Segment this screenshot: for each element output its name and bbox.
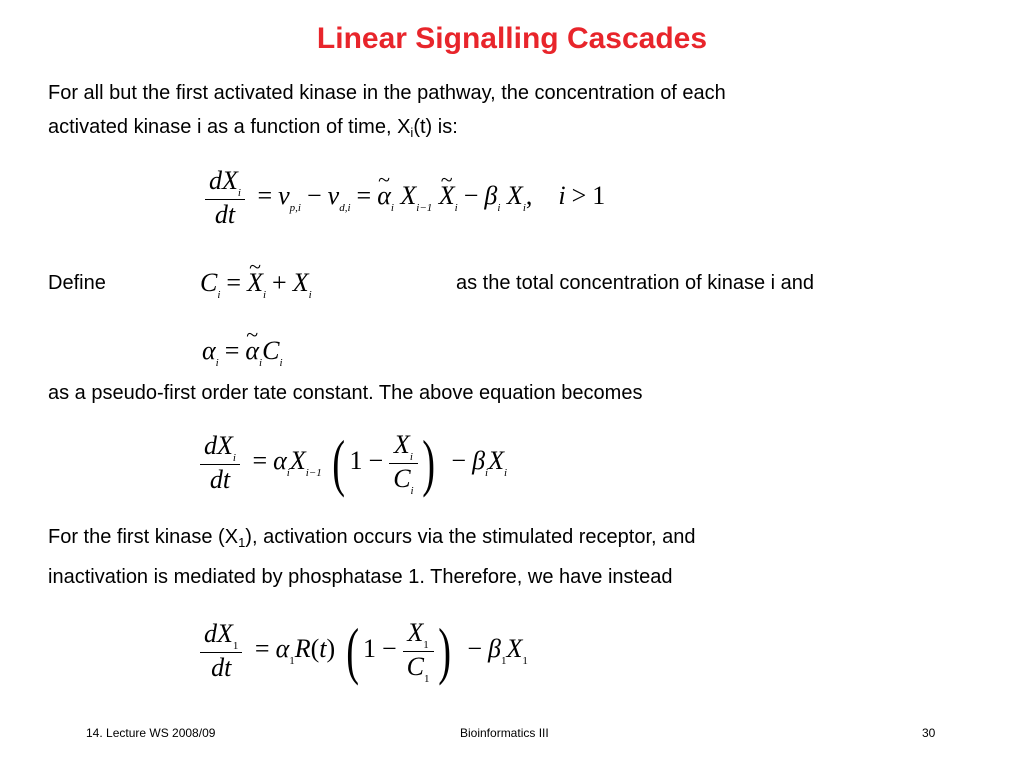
footer-lecture: 14. Lecture WS 2008/09 — [86, 726, 216, 740]
pseudo-first-order-text: as a pseudo-first order tate constant. The above equation becomes — [48, 382, 643, 404]
equation-first-kinase: $\frac{dX_1}{dt}$ = $\alpha_1R(t)$ ( 1 − $\frac{X_1}{C_1}$ ) − $\beta_1X_1$ — [200, 614, 528, 688]
slide-title: Linear Signalling Cascades — [316, 22, 708, 55]
equation-alpha: $\alpha_i$ =~ $\alpha_iC_i$ — [202, 336, 283, 369]
footer-page-number: 30 — [922, 726, 936, 740]
first-kinase-line-1: For the first kinase $(X_1)$, activation occurs via the stimulated receptor, and — [48, 526, 696, 550]
first-kinase-paragraph — [48, 520, 696, 594]
intro-line-2: activated kinase i as a function of time, $X_i(t)$ is: — [48, 116, 458, 140]
equation-rate-simplified: $\frac{dX_i}{dt}$ = $\alpha_iX_{i-1}$ ( 1 − $\frac{X_i}{C_i}$ ) − $\beta_iX_i$ — [200, 426, 507, 500]
footer-course: Bioinformatics III — [460, 726, 549, 740]
equation-rate-xi: $\frac{dX_i}{dt}$ = $\nu_{p,i} - \nu_{d,i}$ =~ $\alpha_i$ $X_{i-1}$ ~ $X_i - \beta_i$ $X_i$, i > 1 — [205, 166, 605, 230]
define-label: Define — [48, 272, 106, 294]
intro-paragraph — [48, 76, 726, 150]
define-rest: as the total concentration of kinase i and — [456, 272, 815, 294]
first-kinase-line-2: inactivation is mediated by phosphatase 1. Therefore, we have instead — [48, 566, 673, 588]
equation-total-concentration: $C_i$ =~ $X_i + X_i$ — [200, 268, 312, 301]
intro-line-1: For all but the first activated kinase in the pathway, the concentration of each — [48, 82, 726, 104]
